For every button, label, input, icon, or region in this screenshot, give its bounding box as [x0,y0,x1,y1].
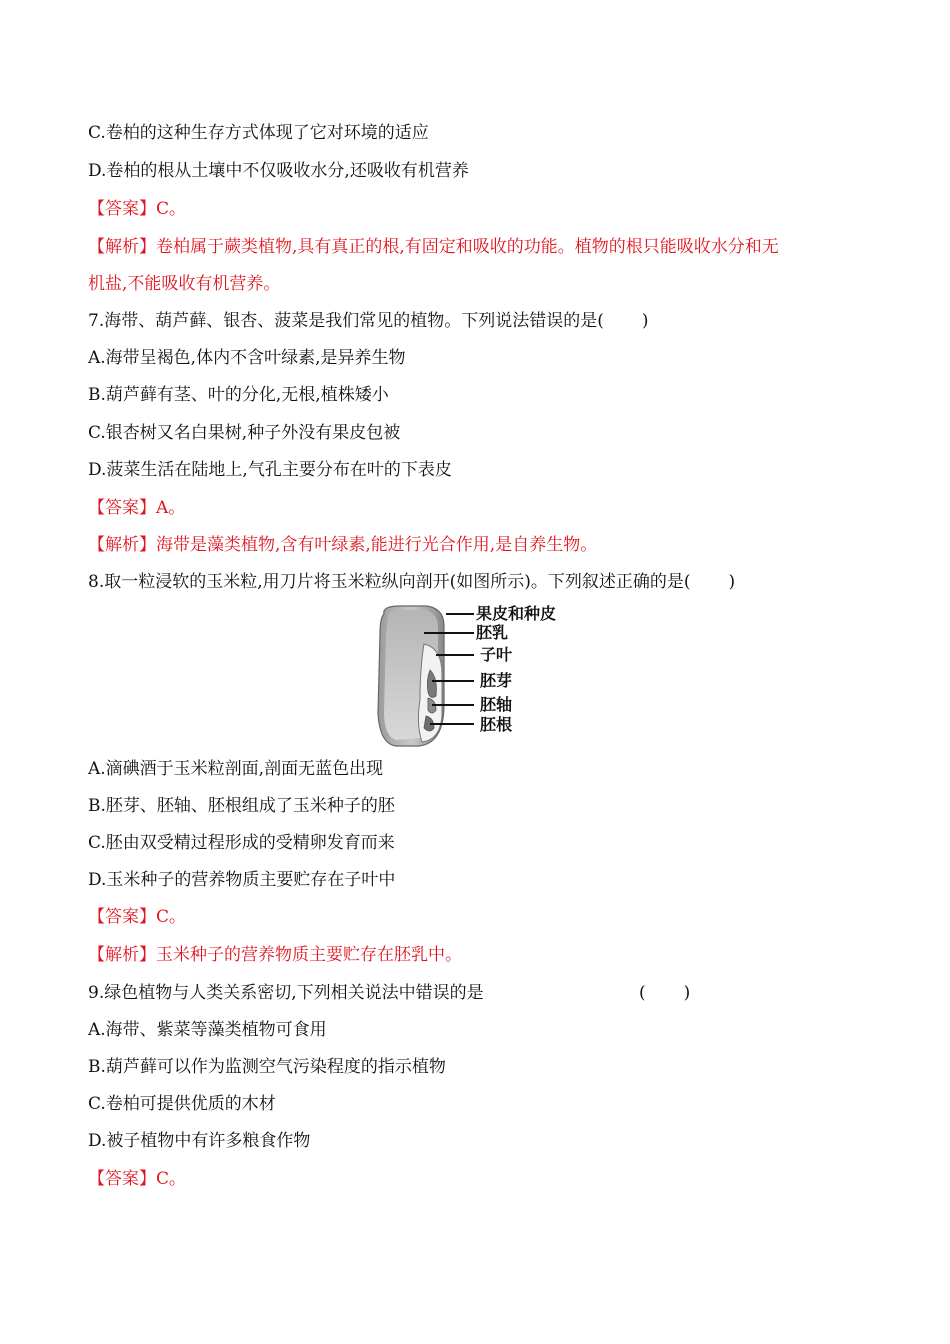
q8-answer [88,906,186,928]
label-endosperm: 胚乳 [476,623,509,642]
answer-label: 【答案】 [88,907,156,927]
answer-value: A。 [156,498,186,518]
q9-option-c: C.卷柏可提供优质的木材 [88,1094,276,1114]
analysis-text: 海带是藻类植物,含有叶绿素,能进行光合作用,是自养生物。 [156,535,598,555]
q8-stem-text: 8.取一粒浸软的玉米粒,用刀片将玉米粒纵向剖开(如图所示)。下列叙述正确的是( [88,572,691,592]
q9-stem-close: ) [683,983,691,1003]
corn-kernel-figure [370,604,590,748]
q9-option-b: B.葫芦藓可以作为监测空气污染程度的指示植物 [88,1057,446,1077]
q9-stem-open: ( [639,983,646,1003]
answer-value: C。 [156,907,187,927]
q6-answer [88,198,186,220]
q6-analysis [88,236,779,258]
q7-stem-text: 7.海带、葫芦藓、银杏、菠菜是我们常见的植物。下列说法错误的是( [88,311,604,331]
q9-paren [639,982,690,1004]
label-radicle: 胚根 [480,715,513,734]
analysis-label: 【解析】 [88,945,156,965]
q8-option-c: C.胚由双受精过程形成的受精卵发育而来 [88,833,395,853]
q9-option-d: D.被子植物中有许多粮食作物 [88,1131,311,1151]
q9-answer [88,1168,186,1190]
q7-option-b: B.葫芦藓有茎、叶的分化,无根,植株矮小 [88,385,389,405]
analysis-text: 卷柏属于蕨类植物,具有真正的根,有固定和吸收的功能。植物的根只能吸收水分和无 [156,237,779,257]
q9-stem [88,982,484,1004]
q7-option-c: C.银杏树又名白果树,种子外没有果皮包被 [88,423,401,443]
q7-answer [88,497,185,519]
label-embryo-axis: 胚轴 [480,695,513,714]
q6-option-d: D.卷柏的根从土壤中不仅吸收水分,还吸收有机营养 [88,161,469,181]
q6-option-c: C.卷柏的这种生存方式体现了它对环境的适应 [88,123,429,143]
label-pericarp: 果皮和种皮 [476,604,557,623]
q7-stem-close: ) [641,311,649,331]
label-plumule: 胚芽 [480,671,513,690]
q8-option-a: A.滴碘酒于玉米粒剖面,剖面无蓝色出现 [88,759,384,779]
q8-option-d: D.玉米种子的营养物质主要贮存在子叶中 [88,870,396,890]
analysis-text: 玉米种子的营养物质主要贮存在胚乳中。 [156,945,462,965]
analysis-label: 【解析】 [88,535,156,555]
q9-option-a: A.海带、紫菜等藻类植物可食用 [88,1020,327,1040]
q9-stem-text: 9.绿色植物与人类关系密切,下列相关说法中错误的是 [88,983,484,1003]
q7-analysis [88,534,597,556]
q7-option-d: D.菠菜生活在陆地上,气孔主要分布在叶的下表皮 [88,460,452,480]
analysis-label: 【解析】 [88,237,156,257]
answer-value: C。 [156,1169,187,1189]
q8-stem-close: ) [728,572,736,592]
answer-label: 【答案】 [88,498,156,518]
q7-stem [88,310,649,332]
answer-value: C。 [156,199,187,219]
answer-label: 【答案】 [88,1169,156,1189]
q8-option-b: B.胚芽、胚轴、胚根组成了玉米种子的胚 [88,796,395,816]
q6-analysis-cont: 机盐,不能吸收有机营养。 [88,274,281,294]
label-cotyledon: 子叶 [480,645,513,664]
q7-option-a: A.海带呈褐色,体内不含叶绿素,是异养生物 [88,348,406,368]
q8-analysis [88,944,462,966]
q8-stem [88,571,735,593]
answer-label: 【答案】 [88,199,156,219]
